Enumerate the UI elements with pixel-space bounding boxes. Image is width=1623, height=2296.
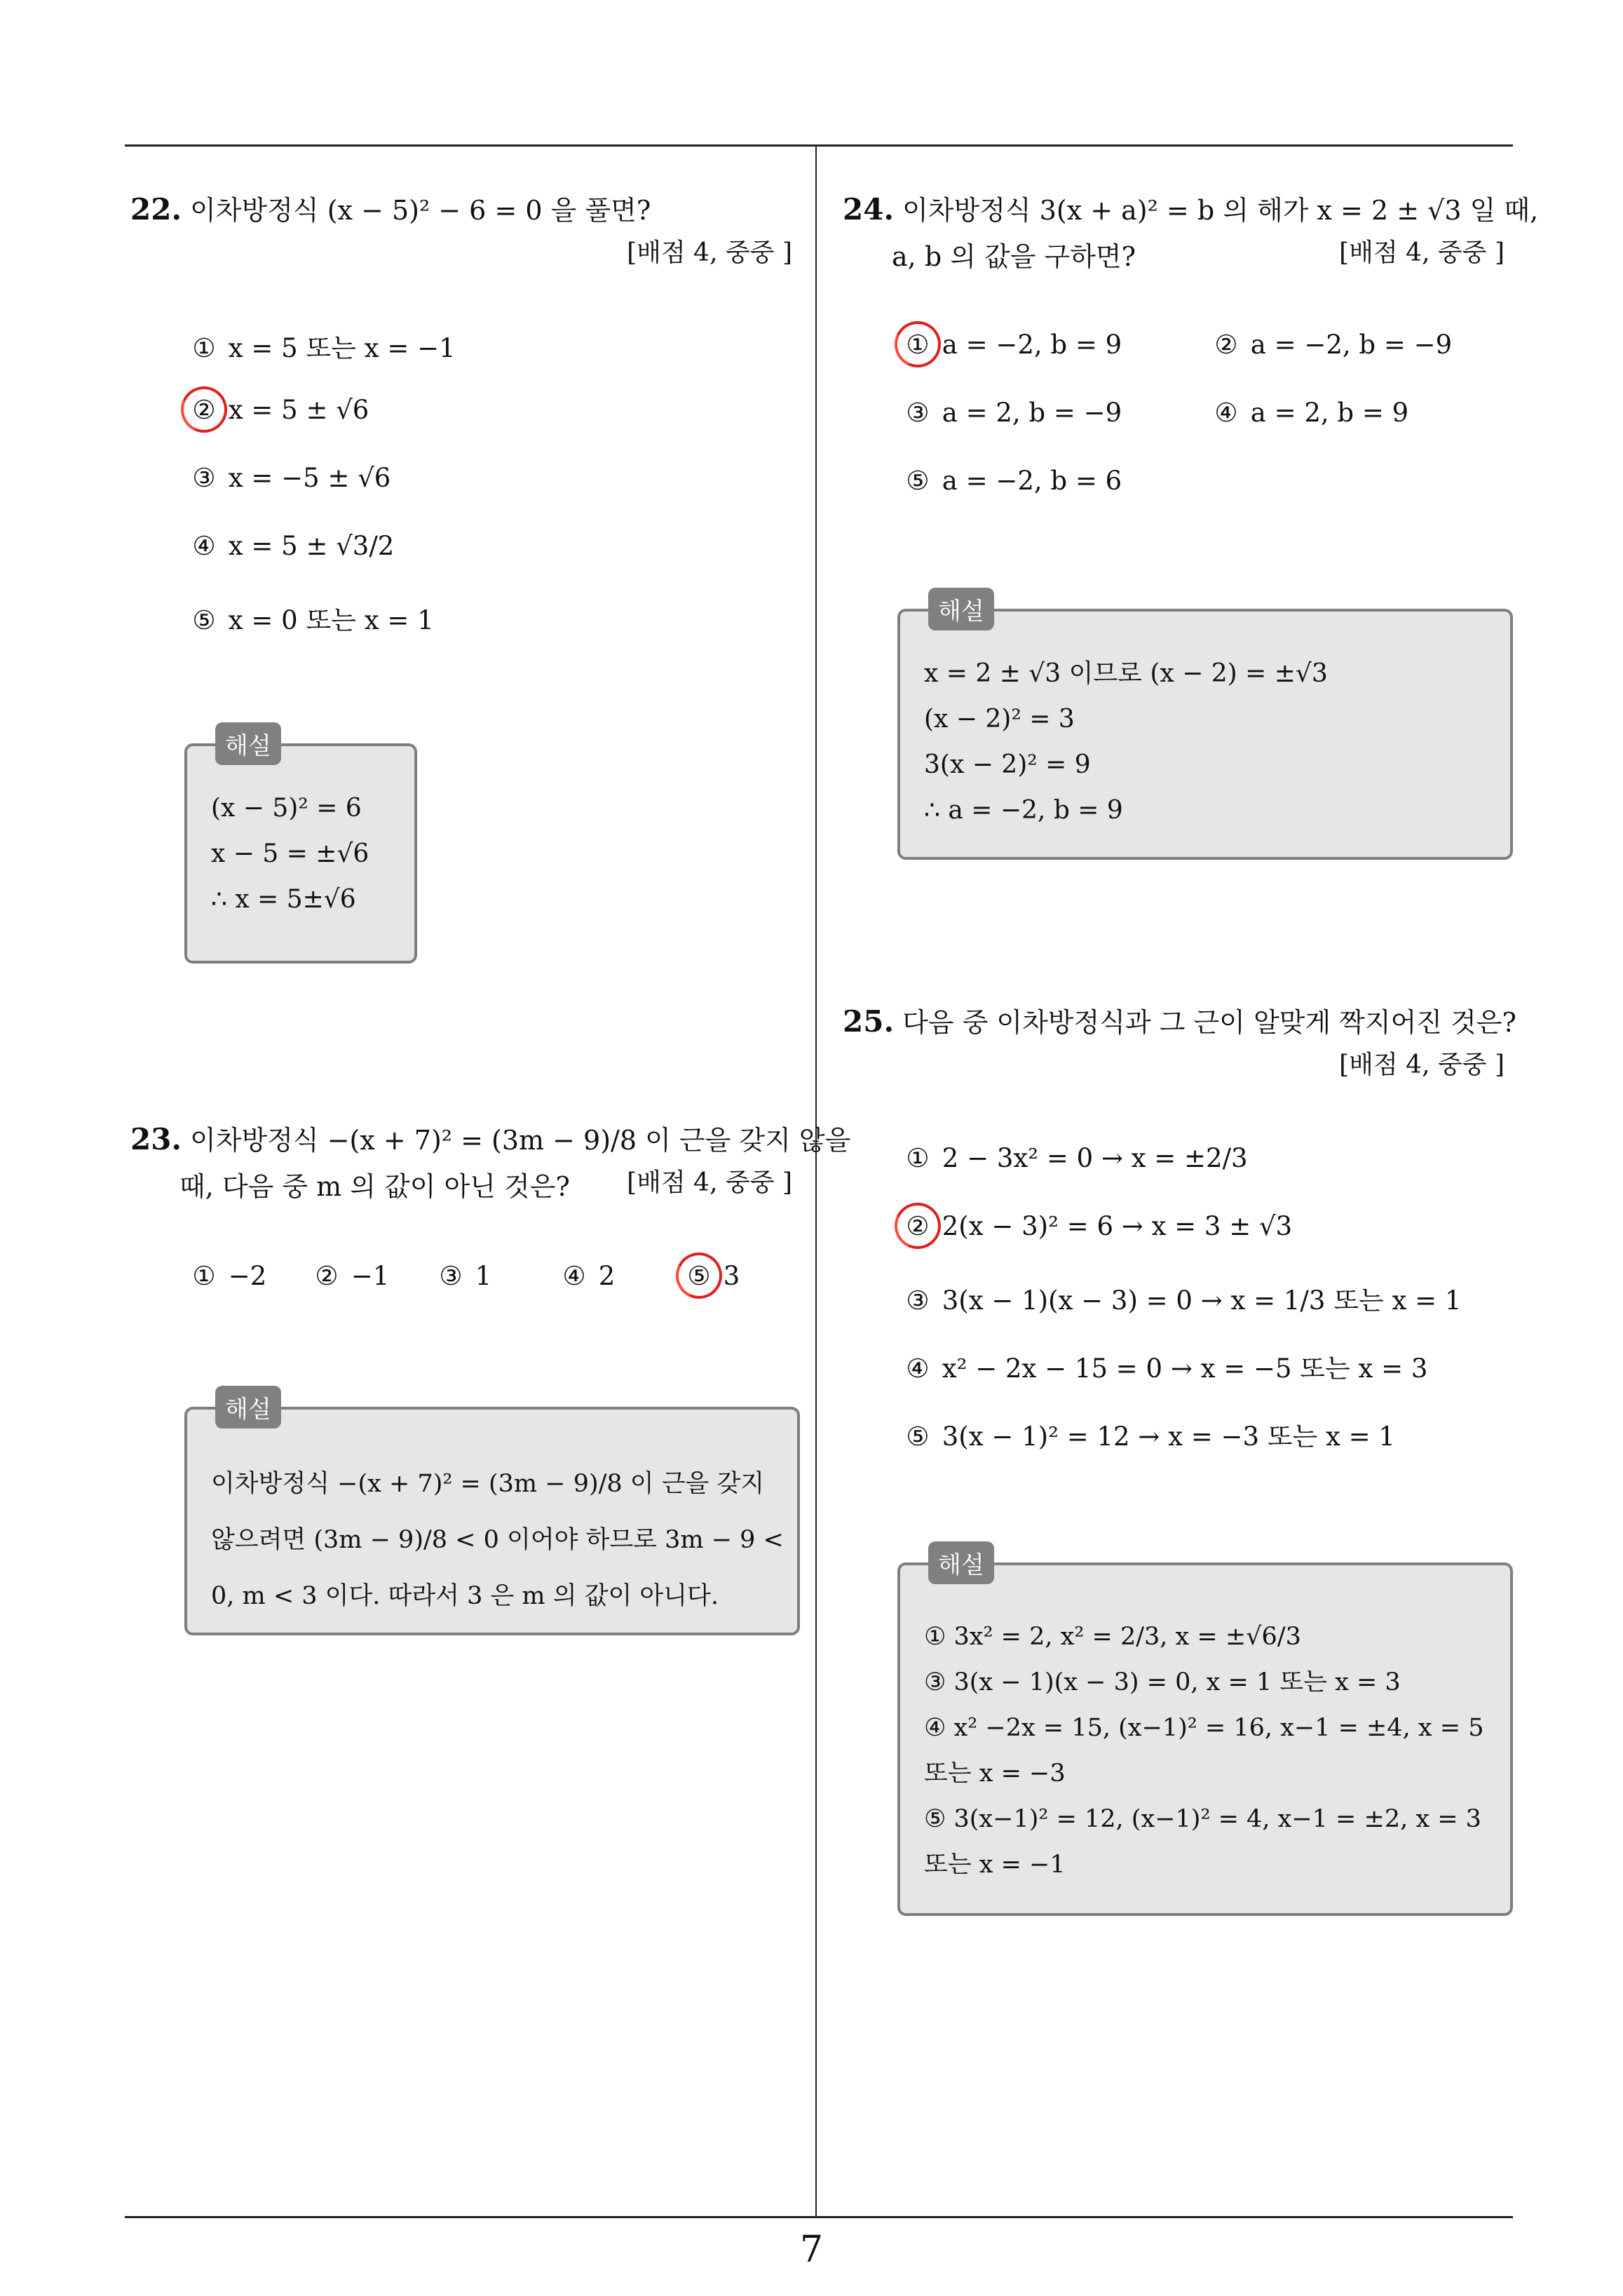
choice-4[interactable]: ④ x = 5 ± √3/2: [188, 531, 394, 561]
solution-tag: 해설: [215, 722, 281, 765]
question-text: 24. 이차방정식 3(x + a)² = b 의 해가 x = 2 ± √3 일 때,: [843, 192, 1539, 227]
problem-number: 23.: [130, 1122, 182, 1156]
choice-1[interactable]: ① x = 5 또는 x = −1: [188, 327, 456, 365]
solution-box-24: [897, 597, 1513, 860]
problem-number: 24.: [843, 192, 895, 227]
choice-4[interactable]: ④ x² − 2x − 15 = 0 → x = −5 또는 x = 3: [902, 1347, 1427, 1385]
solution-lines: ① 3x² = 2, x² = 2/3, x = ±√6/3 ③ 3(x − 1)(x − 3) = 0, x = 1 또는 x = 3 ④ x² −2x = 15, (x−1)² = 16, x−1 = ±4, x = 5 또는 x = −3 ⑤ 3(x−1)² = 12, (x−1)² = 4, x−1 = ±2, x = 3 또는 x = −1: [924, 1623, 1484, 1879]
footer-rule: [125, 2216, 1513, 2218]
solution-lines: x = 2 ± √3 이므로 (x − 2) = ±√3 (x − 2)² = 3 3(x − 2)² = 9 ∴ a = −2, b = 9: [924, 659, 1328, 825]
choice-mark: ③: [906, 398, 930, 428]
choice-mark: ④: [906, 1353, 930, 1384]
problem-number: 25.: [843, 1004, 895, 1039]
choice-mark: ⑤: [906, 466, 930, 496]
choice-3[interactable]: ③ a = 2, b = −9: [902, 398, 1122, 428]
choice-3[interactable]: ③ x = −5 ± √6: [188, 463, 391, 493]
page-number: 7: [799, 2229, 824, 2271]
choice-4[interactable]: ④ a = 2, b = 9: [1210, 398, 1408, 428]
choice-3[interactable]: ③ 3(x − 1)(x − 3) = 0 → x = 1/3 또는 x = 1: [902, 1279, 1461, 1317]
solution-lines: 이차방정식 −(x + 7)² = (3m − 9)/8 이 근을 갖지 않으려면 (3m − 9)/8 < 0 이어야 하므로 3m − 9 < 0, m < 3 이다. 따라서 3 은 m 의 값이 아니다.: [211, 1470, 784, 1610]
choice-2[interactable]: ② a = −2, b = −9: [1210, 330, 1452, 360]
choice-2[interactable]: ② −1: [311, 1261, 389, 1291]
solution-tag: 해설: [215, 1386, 281, 1429]
choice-mark: ④: [562, 1261, 586, 1291]
question-text-line2: a, b 의 값을 구하면?: [892, 241, 1136, 272]
column-divider: [815, 144, 817, 2217]
answer-circle-mark: ②: [902, 1211, 934, 1241]
choice-4[interactable]: ④ 2: [558, 1261, 615, 1291]
choice-mark: ①: [192, 333, 216, 363]
problem-25: [843, 999, 1516, 1079]
question-text: 23. 이차방정식 −(x + 7)² = (3m − 9)/8 이 근을 갖지 않을: [130, 1122, 851, 1156]
problem-number: 22.: [130, 192, 182, 227]
choice-2[interactable]: ② 2(x − 3)² = 6 → x = 3 ± √3: [902, 1211, 1292, 1241]
choice-mark: ①: [906, 1143, 930, 1173]
solution-box-25: [897, 1551, 1513, 1916]
points-label: [배점 4, 중중 ]: [1339, 1051, 1505, 1079]
problem-24: [843, 187, 1539, 280]
choice-1[interactable]: ① −2: [188, 1261, 266, 1291]
choice-mark: ④: [1214, 398, 1238, 428]
points-label: [배점 4, 중중 ]: [627, 1168, 792, 1197]
choice-mark: ①: [192, 1261, 216, 1291]
points-label: [배점 4, 중중 ]: [1339, 238, 1505, 267]
problem-22: [130, 187, 792, 267]
solution-box-23: [184, 1396, 800, 1635]
choice-5[interactable]: ⑤ a = −2, b = 6: [902, 466, 1122, 496]
choice-1[interactable]: ① a = −2, b = 9: [902, 330, 1122, 360]
problem-23: [130, 1116, 851, 1210]
choice-mark: ③: [192, 463, 216, 493]
answer-circle-mark: ⑤: [683, 1261, 715, 1291]
question-text: 25. 다음 중 이차방정식과 그 근이 알맞게 짝지어진 것은?: [843, 1004, 1516, 1039]
choice-5[interactable]: ⑤ 3(x − 1)² = 12 → x = −3 또는 x = 1: [902, 1415, 1395, 1453]
solution-box-22: [184, 732, 417, 964]
choice-mark: ②: [315, 1261, 339, 1291]
choice-2[interactable]: ② x = 5 ± √6: [188, 395, 369, 425]
choice-1[interactable]: ① 2 − 3x² = 0 → x = ±2/3: [902, 1143, 1248, 1173]
choice-3[interactable]: ③ 1: [435, 1261, 491, 1291]
solution-tag: 해설: [928, 1541, 994, 1584]
choice-mark: ③: [439, 1261, 463, 1291]
question-text-line2: 때, 다음 중 m 의 값이 아닌 것은?: [179, 1171, 570, 1202]
choice-5[interactable]: ⑤ x = 0 또는 x = 1: [188, 599, 434, 637]
answer-circle-mark: ②: [188, 395, 220, 425]
choice-5[interactable]: ⑤ 3: [683, 1261, 740, 1291]
solution-tag: 해설: [928, 588, 994, 630]
choice-mark: ④: [192, 531, 216, 561]
choice-mark: ③: [906, 1285, 930, 1316]
header-rule: [125, 144, 1513, 147]
answer-circle-mark: ①: [902, 330, 934, 360]
choice-mark: ②: [1214, 330, 1238, 360]
choice-mark: ⑤: [906, 1422, 930, 1452]
points-label: [배점 4, 중중 ]: [627, 238, 792, 267]
choice-mark: ⑤: [192, 605, 216, 635]
solution-lines: (x − 5)² = 6 x − 5 = ±√6 ∴ x = 5±√6: [211, 794, 369, 914]
question-text: 22. 이차방정식 (x − 5)² − 6 = 0 을 풀면?: [130, 192, 651, 227]
